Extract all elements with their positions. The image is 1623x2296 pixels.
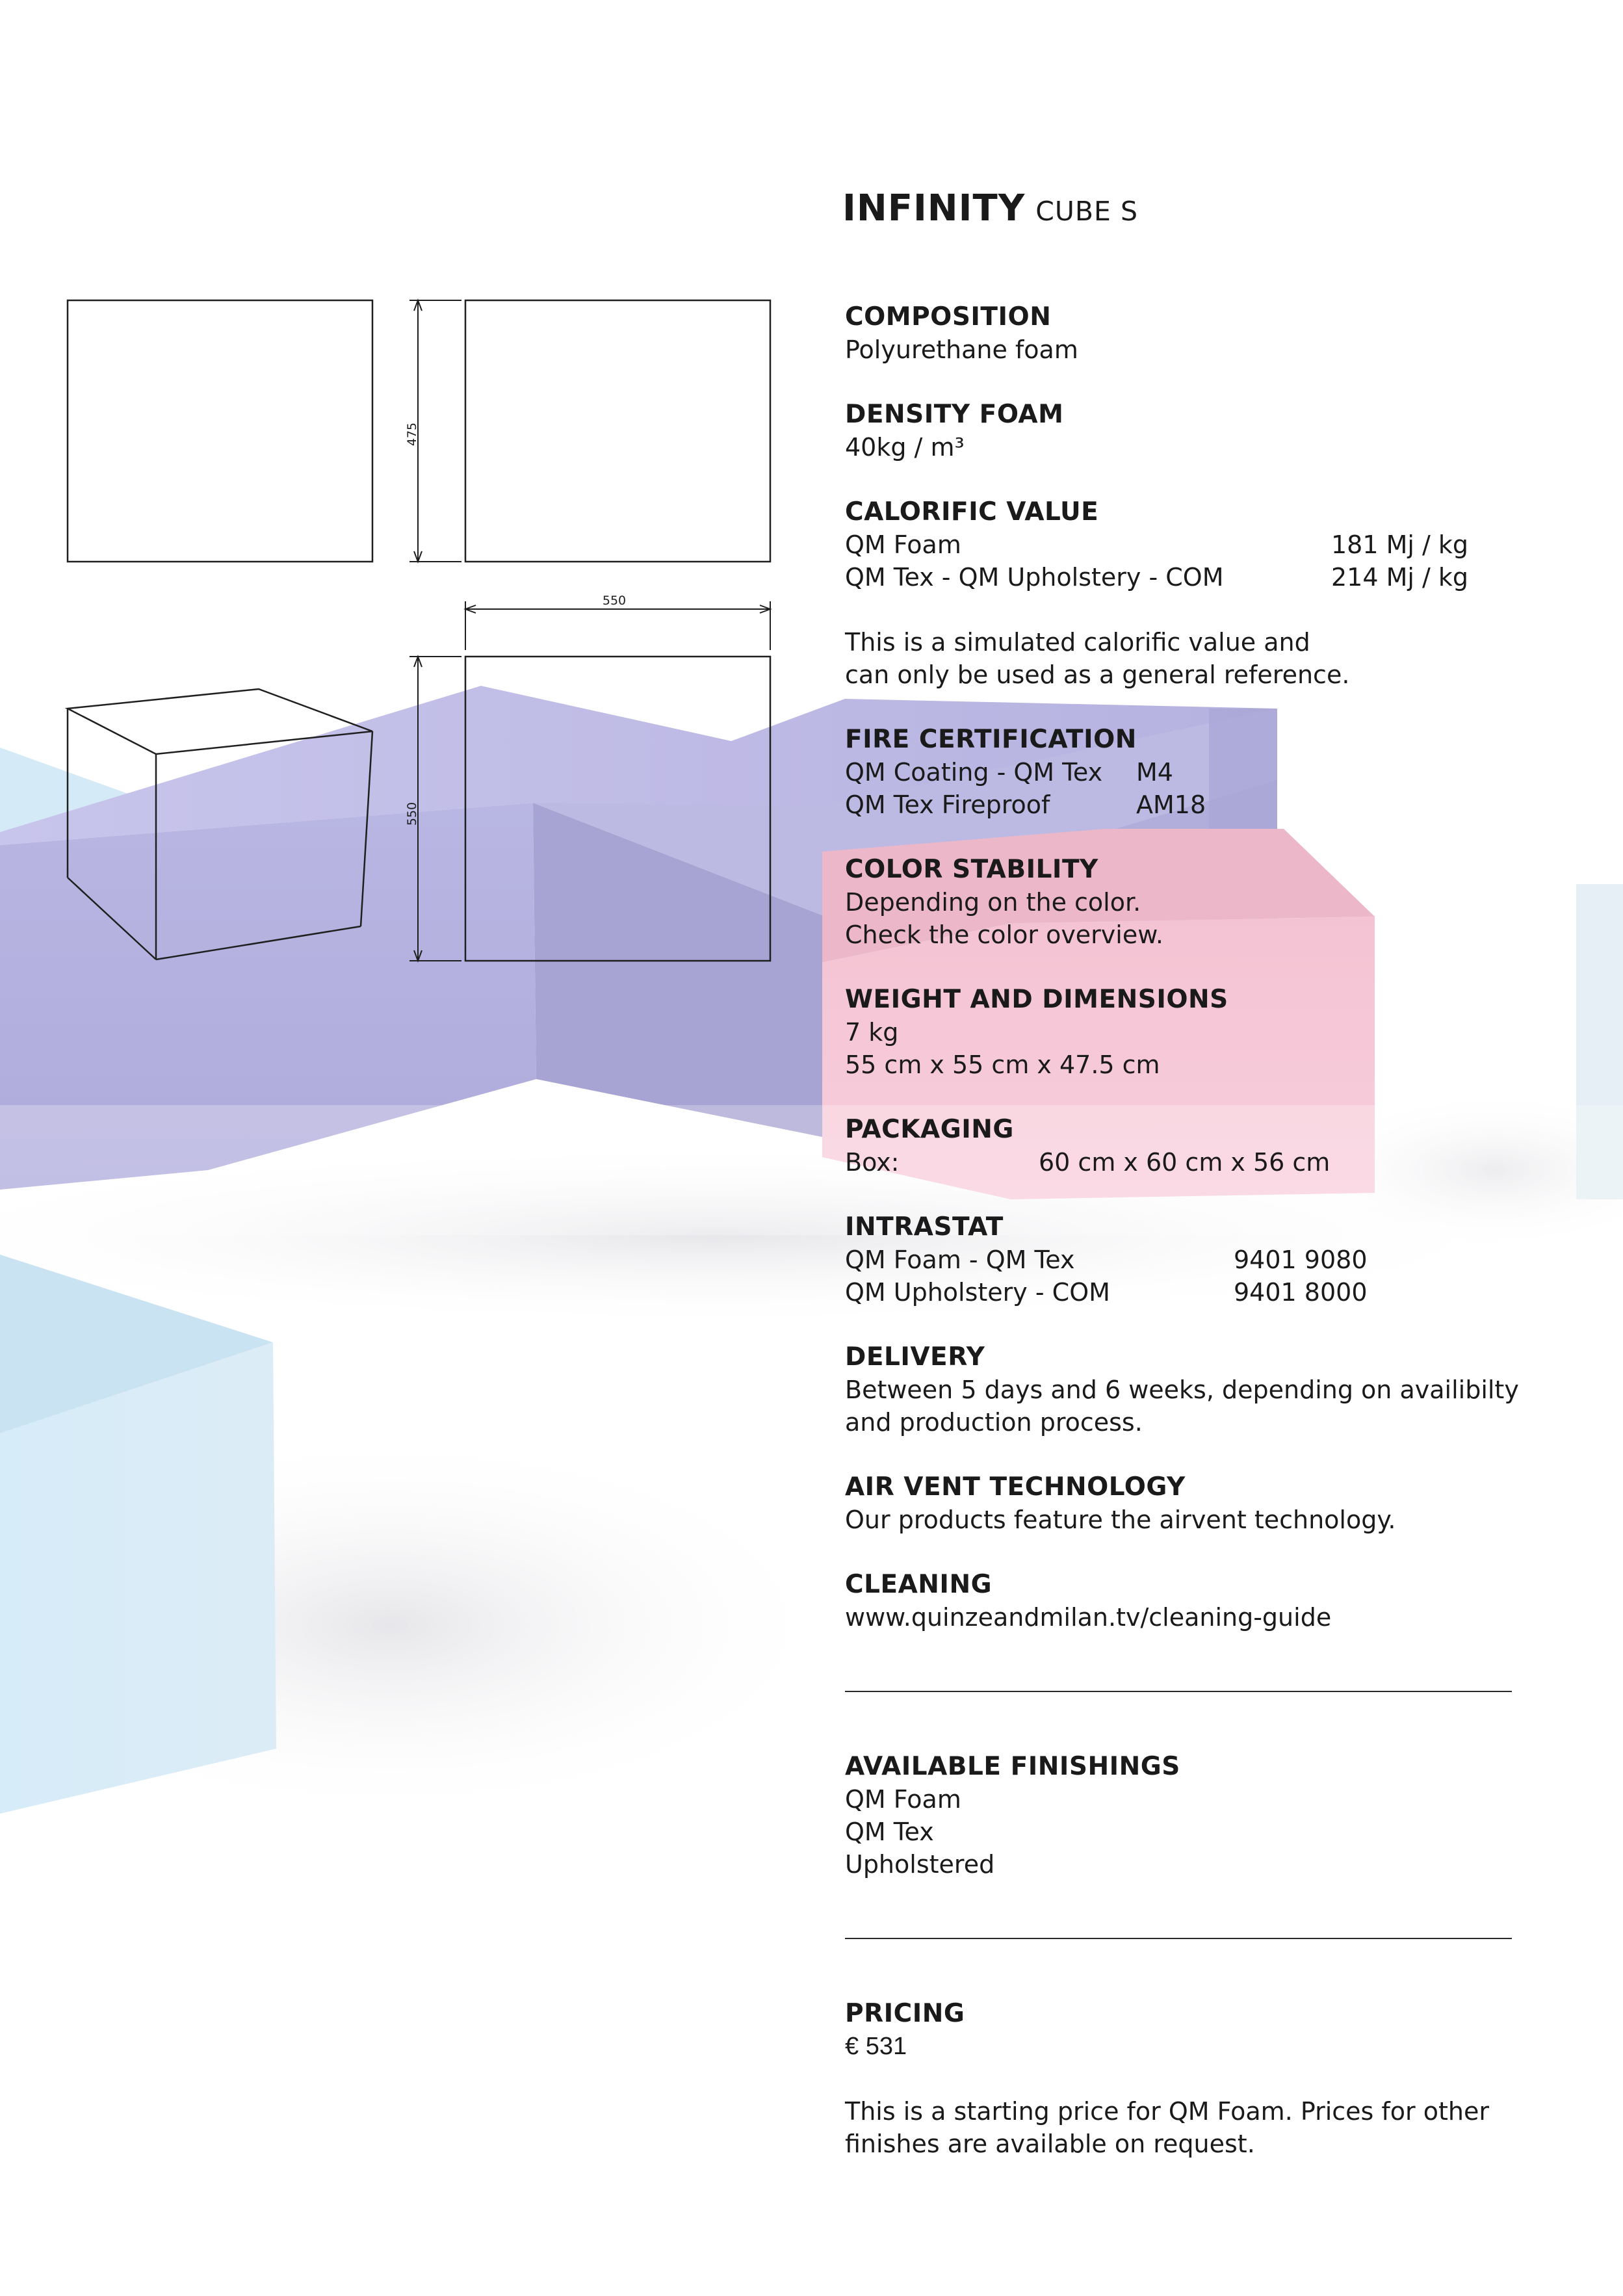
pricing-heading: PRICING	[845, 1999, 965, 2028]
width-dimension-label: 550	[602, 594, 627, 608]
fire-row	[845, 756, 1521, 789]
side-view	[465, 300, 770, 562]
fire-row-value: M4	[1136, 758, 1173, 787]
intrastat-row-value: 9401 8000	[1234, 1278, 1368, 1307]
color-line: Depending on the color.	[845, 888, 1141, 917]
calorific-row-value: 214 Mj / kg	[1331, 563, 1469, 592]
calorific-row-value: 181 Mj / kg	[1331, 530, 1469, 559]
pricing-note: This is a starting price for QM Foam. Prices for other	[845, 2097, 1489, 2126]
isometric-view	[68, 689, 372, 959]
finishings-section	[845, 1751, 1521, 1881]
packaging-value: 60 cm x 60 cm x 56 cm	[1039, 1148, 1331, 1177]
intrastat-row	[845, 1276, 1521, 1309]
airvent-value: Our products feature the airvent technology.	[845, 1506, 1396, 1534]
composition-value: Polyurethane foam	[845, 335, 1078, 364]
packaging-label: Box:	[845, 1148, 900, 1177]
calorific-note: can only be used as a general reference.	[845, 660, 1350, 689]
intrastat-row-value: 9401 9080	[1234, 1246, 1368, 1274]
calorific-heading: CALORIFIC VALUE	[845, 497, 1099, 527]
finishings-heading: AVAILABLE FINISHINGS	[845, 1752, 1180, 1781]
weight-heading: WEIGHT AND DIMENSIONS	[845, 985, 1228, 1014]
intrastat-heading: INTRASTAT	[845, 1212, 1004, 1242]
calorific-note: This is a simulated calorific value and	[845, 628, 1310, 657]
airvent-section	[845, 1471, 1521, 1536]
density-heading: DENSITY FOAM	[845, 400, 1064, 429]
cleaning-heading: CLEANING	[845, 1570, 993, 1599]
pricing-section	[845, 1998, 1521, 2160]
height-dimension-label: 475	[405, 422, 419, 447]
fire-row	[845, 789, 1521, 821]
color-heading: COLOR STABILITY	[845, 855, 1098, 884]
delivery-heading: DELIVERY	[845, 1342, 985, 1372]
calorific-section	[845, 496, 1521, 691]
composition-heading: COMPOSITION	[845, 302, 1052, 332]
calorific-row	[845, 561, 1521, 594]
intrastat-row-label: QM Foam - QM Tex	[845, 1246, 1075, 1274]
calorific-row-label: QM Foam	[845, 530, 961, 559]
cleaning-section	[845, 1569, 1521, 1634]
divider	[845, 1691, 1512, 1692]
depth-dimension-label: 550	[405, 802, 419, 826]
composition-section	[845, 301, 1521, 366]
pricing-note: finishes are available on request.	[845, 2130, 1255, 2158]
finishing-item: Upholstered	[845, 1850, 995, 1879]
weight-section	[845, 984, 1521, 1081]
width-dimension	[465, 601, 770, 650]
product-variant: CUBE S	[1035, 196, 1138, 227]
calorific-row	[845, 528, 1521, 561]
spec-sheet	[845, 301, 1521, 2193]
density-value: 40kg / m³	[845, 433, 965, 462]
intrastat-row	[845, 1244, 1521, 1276]
divider	[845, 1938, 1512, 1939]
top-view	[465, 657, 770, 961]
density-section	[845, 398, 1521, 463]
finishing-item: QM Foam	[845, 1785, 961, 1814]
intrastat-row-label: QM Upholstery - COM	[845, 1278, 1110, 1307]
delivery-line: and production process.	[845, 1408, 1143, 1437]
weight-value: 7 kg	[845, 1018, 899, 1047]
calorific-row-label: QM Tex - QM Upholstery - COM	[845, 563, 1224, 592]
packaging-row	[845, 1146, 1521, 1179]
price-value: € 531	[845, 2033, 907, 2060]
color-section	[845, 854, 1521, 951]
fire-row-label: QM Coating - QM Tex	[845, 758, 1103, 787]
delivery-section	[845, 1341, 1521, 1439]
fire-row-value: AM18	[1136, 790, 1206, 819]
product-name: INFINITY	[842, 187, 1026, 229]
fire-section	[845, 724, 1521, 821]
packaging-section	[845, 1114, 1521, 1179]
front-view	[68, 300, 372, 562]
delivery-line: Between 5 days and 6 weeks, depending on availibilty	[845, 1376, 1519, 1404]
cleaning-link[interactable]: www.quinzeandmilan.tv/cleaning-guide	[845, 1603, 1332, 1632]
airvent-heading: AIR VENT TECHNOLOGY	[845, 1472, 1186, 1502]
color-line: Check the color overview.	[845, 920, 1163, 949]
fire-row-label: QM Tex Fireproof	[845, 790, 1050, 819]
packaging-heading: PACKAGING	[845, 1115, 1014, 1144]
finishing-item: QM Tex	[845, 1818, 934, 1846]
intrastat-section	[845, 1211, 1521, 1309]
product-title	[842, 187, 1138, 229]
fire-heading: FIRE CERTIFICATION	[845, 725, 1137, 754]
dimensions-value: 55 cm x 55 cm x 47.5 cm	[845, 1050, 1160, 1079]
